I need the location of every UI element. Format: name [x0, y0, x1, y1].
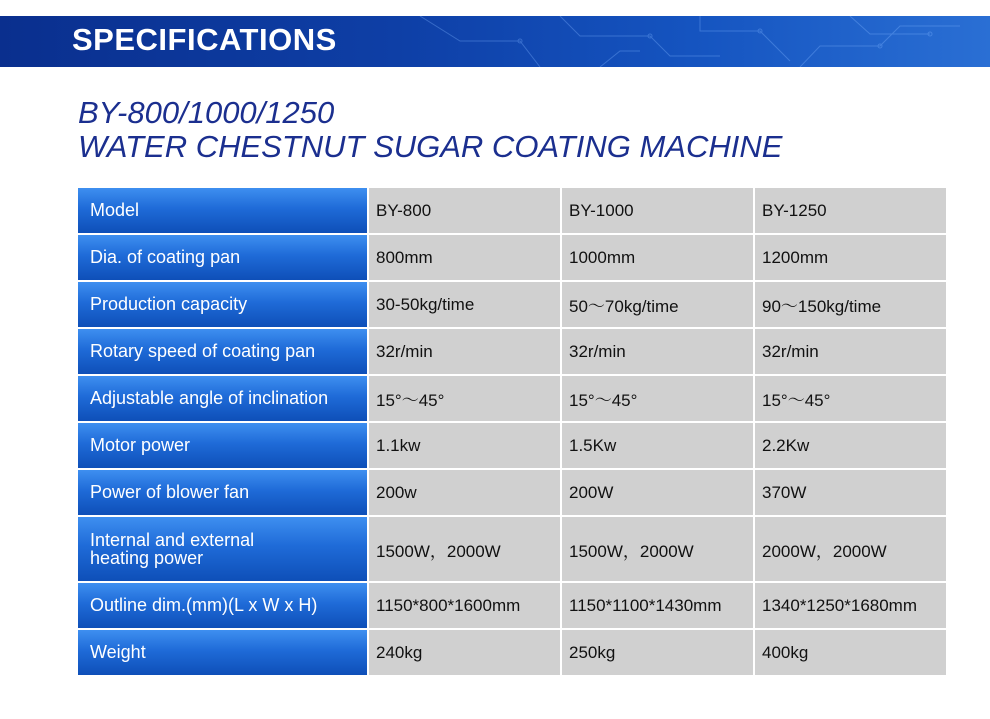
table-row — [78, 188, 950, 233]
table-cell: 32r/min — [755, 329, 946, 374]
row-label: Power of blower fan — [78, 470, 369, 515]
table-cell: BY-1000 — [562, 188, 753, 233]
specifications-banner — [0, 16, 990, 67]
table-cell: 1500W，2000W — [562, 517, 753, 581]
table-cell: 50～70kg/time — [562, 282, 753, 327]
table-cell: 90～150kg/time — [755, 282, 946, 327]
table-cell: 240kg — [369, 630, 560, 675]
row-label: Model — [78, 188, 369, 233]
row-label: Outline dim.(mm)(L x W x H) — [78, 583, 369, 628]
table-row — [78, 376, 950, 421]
table-cell: 2000W，2000W — [755, 517, 946, 581]
row-label-line: Internal and external — [90, 530, 255, 550]
row-label: Dia. of coating pan — [78, 235, 369, 280]
row-label: Weight — [78, 630, 369, 675]
row-label — [78, 517, 369, 581]
product-name-title: WATER CHESTNUT SUGAR COATING MACHINE — [78, 129, 783, 164]
row-label: Adjustable angle of inclination — [78, 376, 369, 421]
table-cell: 15°～45° — [562, 376, 753, 421]
table-cell: BY-800 — [369, 188, 560, 233]
table-cell: 2.2Kw — [755, 423, 946, 468]
table-cell: 15°～45° — [755, 376, 946, 421]
table-cell: 1150*1100*1430mm — [562, 583, 753, 628]
table-cell: 1.5Kw — [562, 423, 753, 468]
page-title: SPECIFICATIONS — [72, 22, 337, 57]
table-cell: BY-1250 — [755, 188, 946, 233]
table-row — [78, 423, 950, 468]
table-cell: 1.1kw — [369, 423, 560, 468]
table-cell: 1150*800*1600mm — [369, 583, 560, 628]
table-row — [78, 630, 950, 675]
table-cell: 400kg — [755, 630, 946, 675]
table-row — [78, 282, 950, 327]
table-row — [78, 517, 950, 581]
table-cell: 1000mm — [562, 235, 753, 280]
row-label: Motor power — [78, 423, 369, 468]
table-row — [78, 583, 950, 628]
table-cell: 1340*1250*1680mm — [755, 583, 946, 628]
table-cell: 250kg — [562, 630, 753, 675]
table-cell: 32r/min — [369, 329, 560, 374]
table-cell: 32r/min — [562, 329, 753, 374]
table-cell: 800mm — [369, 235, 560, 280]
table-cell: 15°～45° — [369, 376, 560, 421]
row-label-line: heating power — [90, 548, 204, 568]
product-heading — [78, 96, 782, 164]
table-row — [78, 470, 950, 515]
table-cell: 1500W，2000W — [369, 517, 560, 581]
table-cell: 1200mm — [755, 235, 946, 280]
table-cell: 30-50kg/time — [369, 282, 560, 327]
table-row — [78, 235, 950, 280]
row-label: Production capacity — [78, 282, 369, 327]
table-row — [78, 329, 950, 374]
table-cell: 200w — [369, 470, 560, 515]
row-label: Rotary speed of coating pan — [78, 329, 369, 374]
table-cell: 370W — [755, 470, 946, 515]
table-cell: 200W — [562, 470, 753, 515]
model-range-title: BY-800/1000/1250 — [78, 95, 335, 130]
specifications-table — [78, 188, 950, 677]
